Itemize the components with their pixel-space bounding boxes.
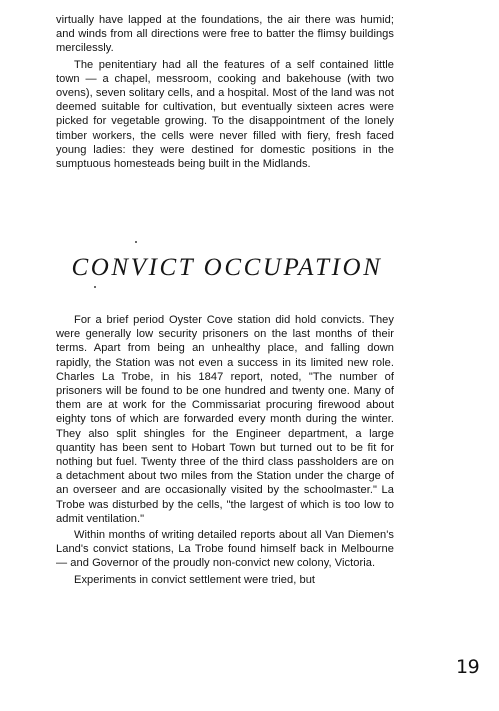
paragraph: For a brief period Oyster Cove station did hold convicts. They were generally low security prisoners on the last months of their terms. Apart from being an unhealthy place, and falling down rapidly, the Station was not even a success in its limited new role. Charles La Trobe, in his 1847 report, noted, "The number of prisoners will be found to be one hundred and twenty one. Many of them are at work for the Commissariat procuring firewood about eighty tons of which are forwarded every month during the winter. They also split shingles for the Engineer department, a large quantity has been sent to Hobart Town but turned out to be fit for nothing but fuel. Twenty three of the third class passholders are on a detachment about two miles from the Station under the charge of an overseer and are occasionally visited by the schoolmaster." La Trobe was disturbed by the cells, "the largest of which is too low to admit ventilation." <box>56 314 394 525</box>
body-text-block <box>56 313 394 587</box>
top-text-block <box>56 13 394 171</box>
print-speck <box>135 241 137 243</box>
paragraph: Within months of writing detailed reports about all Van Diemen's Land's convict stations, La Trobe found himself back in Melbourne — and Governor of the proudly non-convict new colony, Victoria. <box>56 529 394 570</box>
page-number: 19 <box>456 656 480 678</box>
print-speck <box>94 286 96 288</box>
paragraph: Experiments in convict settlement were tried, but <box>74 573 316 586</box>
paragraph: The penitentiary had all the features of a self contained little town — a chapel, messroom, cooking and bakehouse (with two ovens), seven solitary cells, and a hospital. Most of the land was not deemed suitable for cultivation, but eventually sixteen acres were picked for vegetable growing. To the disappointment of the lonely timber workers, the cells were never filled with fiery, fresh faced young ladies: they were destined for domestic positions in the sumptuous homesteads being built in the Midlands. <box>56 58 394 171</box>
paragraph: virtually have lapped at the foundations, the air there was humid; and winds from all directions were free to batter the flimsy buildings mercilessly. <box>56 14 394 55</box>
section-heading: CONVICT OCCUPATION <box>71 254 383 281</box>
